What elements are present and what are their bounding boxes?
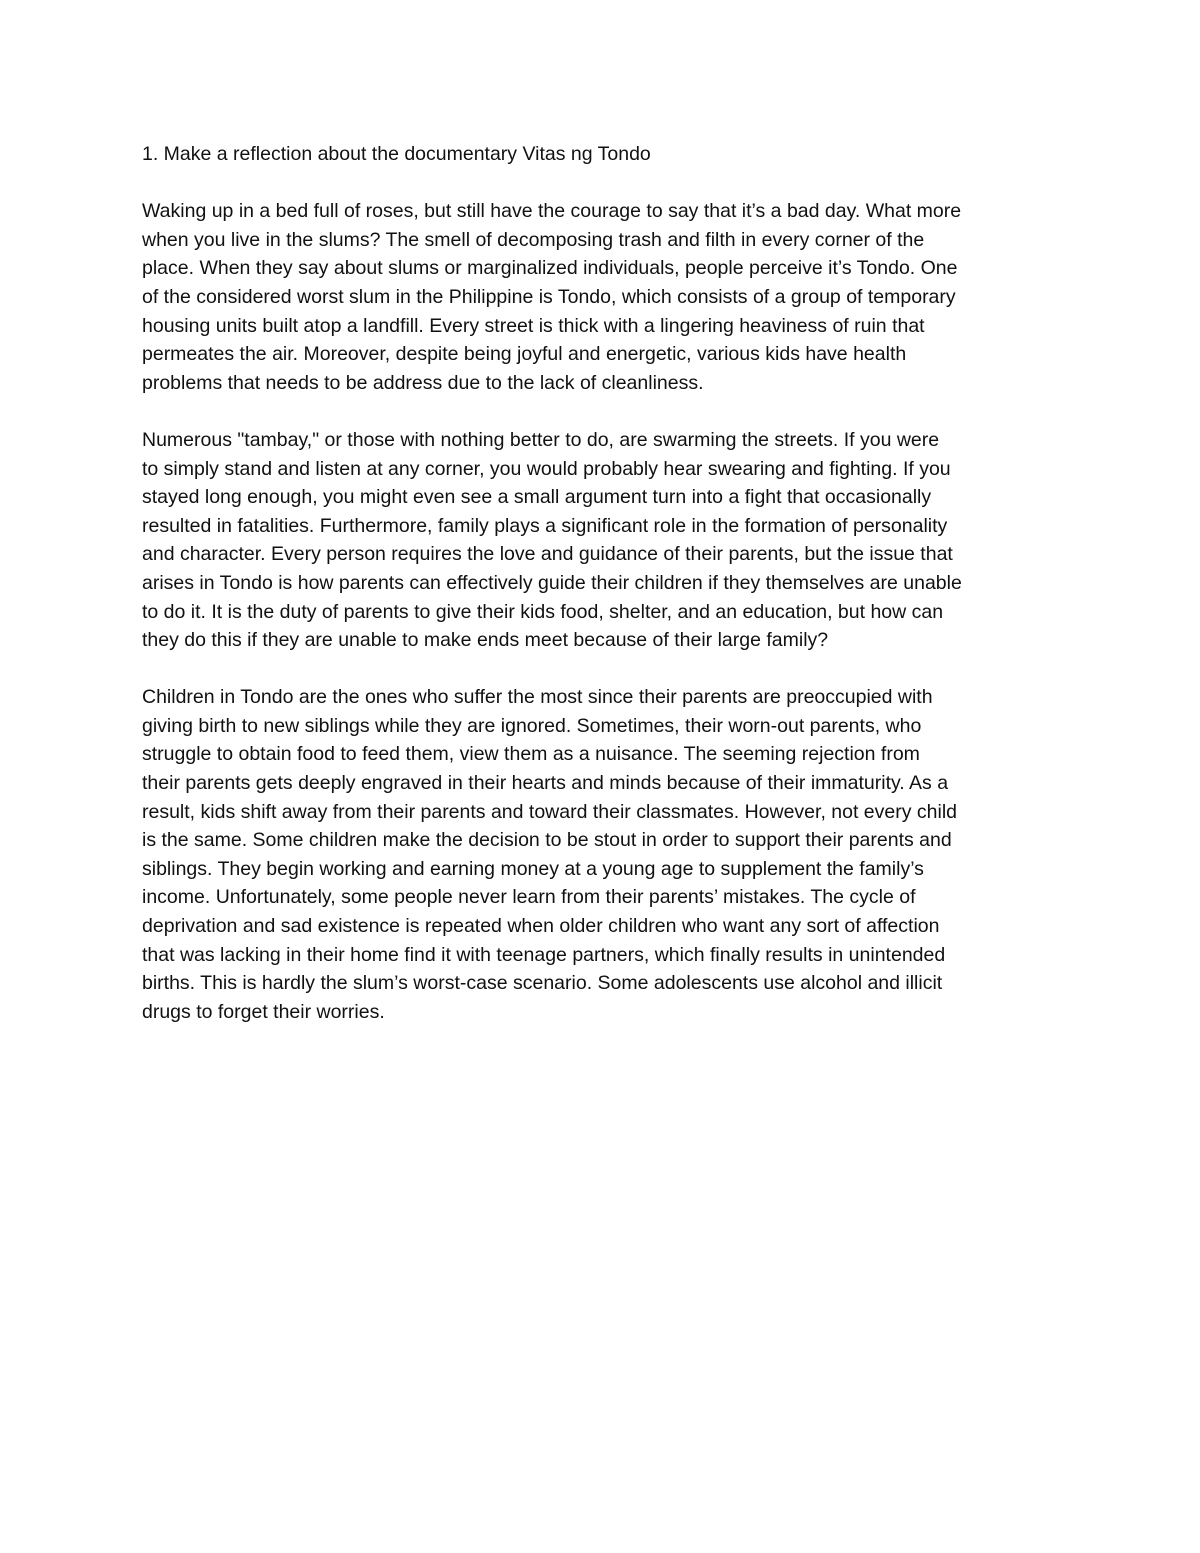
paragraph-line: place. When they say about slums or marginalized individuals, people perceive it’s Tondo. One [142, 257, 958, 280]
document-heading: 1. Make a reflection about the documentary Vitas ng Tondo [142, 143, 651, 165]
paragraph-line: giving birth to new siblings while they are ignored. Sometimes, their worn-out parents, who [142, 714, 922, 737]
paragraph-line: of the considered worst slum in the Philippine is Tondo, which consists of a group of temporary [142, 285, 956, 308]
paragraph-line: income. Unfortunately, some people never learn from their parents’ mistakes. The cycle of [142, 886, 916, 909]
paragraph-line: to simply stand and listen at any corner, you would probably hear swearing and fighting. If you [142, 457, 951, 480]
paragraph-line: is the same. Some children make the decision to be stout in order to support their parents and [142, 829, 952, 852]
paragraph-line: resulted in fatalities. Furthermore, family plays a significant role in the formation of personality [142, 514, 948, 537]
paragraph-line: arises in Tondo is how parents can effectively guide their children if they themselves are unable [142, 571, 962, 594]
paragraph-line: their parents gets deeply engraved in their hearts and minds because of their immaturity. As a [142, 772, 949, 795]
paragraph-line: when you live in the slums? The smell of decomposing trash and filth in every corner of the [142, 228, 925, 251]
paragraph-line: Numerous "tambay," or those with nothing better to do, are swarming the streets. If you were [142, 428, 940, 451]
paragraph-line: they do this if they are unable to make ends meet because of their large family? [142, 629, 829, 652]
paragraph-line: that was lacking in their home find it with teenage partners, which finally results in unintended [142, 943, 946, 966]
paragraph-line: Waking up in a bed full of roses, but still have the courage to say that it’s a bad day. What more [142, 200, 962, 223]
paragraph-line: to do it. It is the duty of parents to give their kids food, shelter, and an education, but how can [142, 600, 944, 623]
paragraph-line: siblings. They begin working and earning money at a young age to supplement the family’s [142, 857, 924, 880]
paragraph-line: drugs to forget their worries. [142, 1000, 385, 1023]
paragraph-line: struggle to obtain food to feed them, view them as a nuisance. The seeming rejection from [142, 743, 920, 766]
paragraph-line: problems that needs to be address due to the lack of cleanliness. [142, 371, 704, 394]
paragraph-line: and character. Every person requires the love and guidance of their parents, but the issue that [142, 543, 953, 566]
paragraph-line: Children in Tondo are the ones who suffer the most since their parents are preoccupied with [142, 686, 933, 709]
paragraph-line: births. This is hardly the slum’s worst-case scenario. Some adolescents use alcohol and illicit [142, 972, 943, 995]
paragraph-line: stayed long enough, you might even see a small argument turn into a fight that occasionally [142, 486, 932, 509]
paragraph-1 [142, 197, 1067, 397]
paragraph-3 [142, 683, 1067, 1026]
paragraph-line: housing units built atop a landfill. Every street is thick with a lingering heaviness of ruin that [142, 314, 925, 337]
document-body [142, 140, 1067, 1055]
paragraph-line: result, kids shift away from their parents and toward their classmates. However, not every child [142, 800, 958, 823]
paragraph-2 [142, 426, 1067, 655]
paragraph-line: deprivation and sad existence is repeated when older children who want any sort of affection [142, 915, 940, 938]
paragraph-line: permeates the air. Moreover, despite being joyful and energetic, various kids have health [142, 343, 907, 366]
